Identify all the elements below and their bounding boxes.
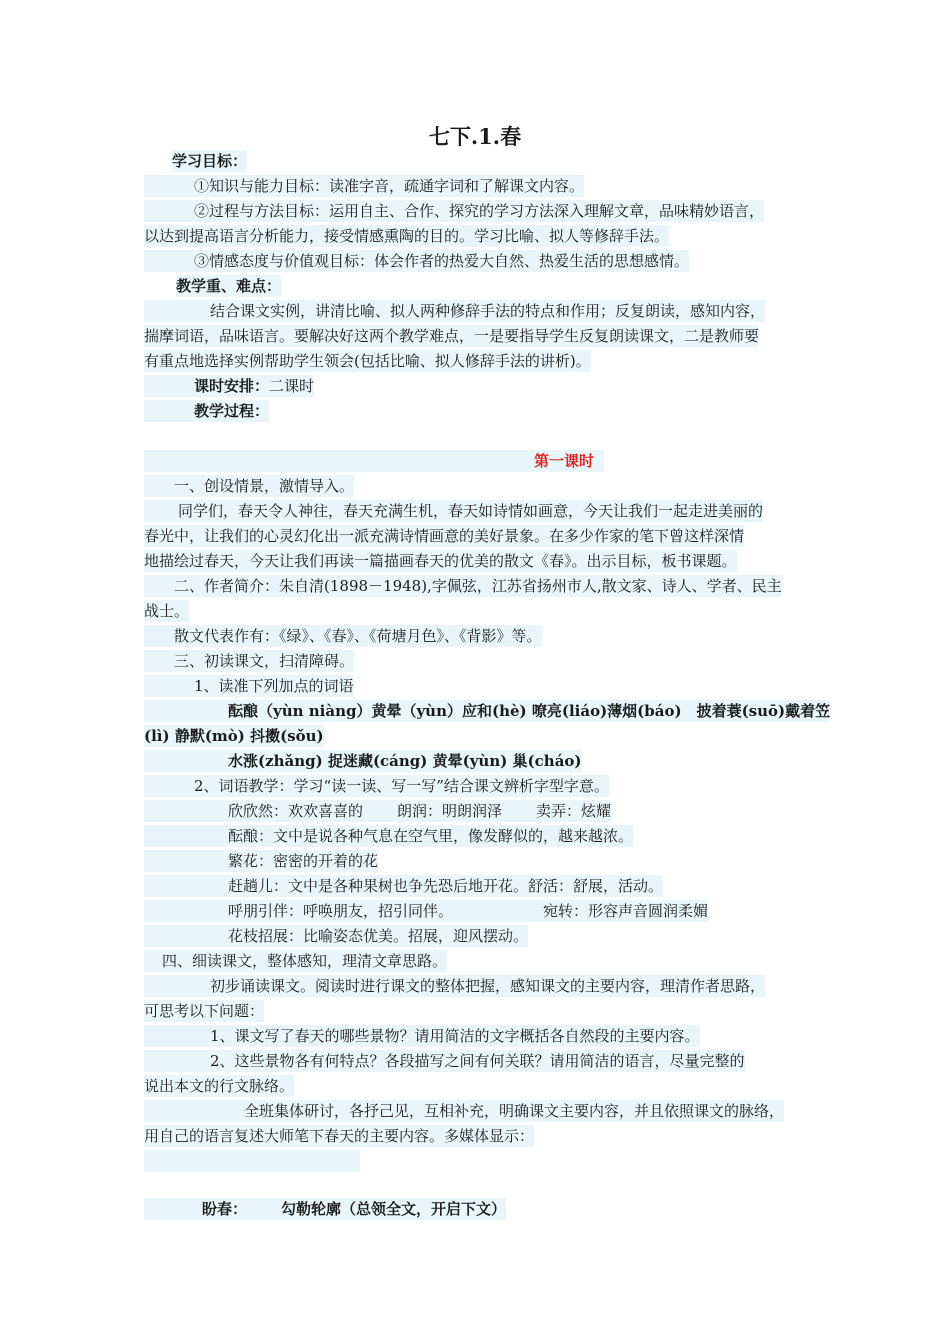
section1-line-2: 春光中，让我们的心灵幻化出一派充满诗情画意的美好景象。在多少作家的笔下曾这样深情 [144,527,745,545]
vocab-row-6: 花枝招展：比喻姿态优美。招展，迎风摆动。 [144,925,528,947]
outline-line [144,1198,506,1220]
question-2-line-2: 说出本文的行文脉络。 [144,1077,295,1095]
keypoints-heading: 教学重、难点： [176,277,282,295]
section4-intro-2: 可思考以下问题： [144,1002,265,1020]
vocab-row-5 [144,900,708,922]
lesson1-heading-bar [144,450,604,472]
words-line-1: 酝酿（yùn niàng）黄晕（yùn）应和(hè) 嘹亮(liáo)薄烟(báo) 披着蓑(suō)戴着笠 [144,700,830,722]
section1-line-3: 地描绘过春天，今天让我们再读一篇描画春天的优美的散文《春》。出示目标，板书课题。 [144,552,737,570]
vocab-langrun: 朗润：明朗润泽 [397,802,503,820]
vocab-mainong: 卖弄：炫耀 [536,802,612,820]
question-1: 1、课文写了春天的哪些景物？请用简洁的文字概括各自然段的主要内容。 [144,1025,700,1047]
words-line-3: 水涨(zhǎng) 捉迷藏(cáng) 黄晕(yùn) 巢(cháo) [144,750,582,772]
section3-heading: 三、初读课文，扫清障碍。 [144,650,354,672]
objective-2-line-1: ②过程与方法目标：运用自主、合作、探究的学习方法深入理解文章，品味精妙语言， [144,200,764,222]
objective-3: ③情感态度与价值观目标：体会作者的热爱大自然、热爱生活的思想感情。 [144,250,689,272]
blank-highlight [144,1150,360,1172]
schedule-line [144,375,314,397]
vocab-xinxinran: 欣欣然：欢欢喜喜的 [228,802,364,820]
objective-1: ①知识与能力目标：读准字音，疏通字词和了解课文内容。 [144,175,584,197]
keypoints-line-2: 揣摩词语，品味语言。要解决好这两个教学难点，一是要指导学生反复朗读课文，二是教师要 [144,327,760,345]
process-heading: 教学过程： [144,400,269,422]
vocab-wanzhuan: 宛转：形容声音圆润柔媚 [543,902,709,920]
vocab-row-3: 繁花：密密的开着的花 [144,850,378,872]
vocab-row-4: 赶趟儿：文中是各种果树也争先恐后地开花。舒活：舒展，活动。 [144,875,663,897]
schedule-value: 二课时 [269,377,315,395]
outline-value: 勾勒轮廓（总领全文，开启下文） [281,1200,507,1218]
words-line-2: (lì) 静默(mò) 抖擞(sǒu) [144,727,324,745]
objective-2-line-2: 以达到提高语言分析能力，接受情感熏陶的目的。学习比喻、拟人等修辞手法。 [144,227,670,245]
section1-line-1: 同学们，春天令人神往，春天充满生机，春天如诗情如画意，今天让我们一起走进美丽的 [144,500,763,522]
vocab-row-1 [144,800,611,822]
section2-works: 散文代表作有：《绿》、《春》、《荷塘月色》、《背影》等。 [144,625,542,647]
section2-line-1: 二、作者简介：朱自清(1898－1948),字佩弦，江苏省扬州市人,散文家、诗人、学者、民主 [144,575,782,597]
question-2-line-1: 2、这些景物各有何特点？各段描写之间有何关联？请用简洁的语言，尽量完整的 [144,1050,745,1072]
document-title: 七下.1.春 [428,124,522,149]
section2-line-2: 战士。 [144,602,190,620]
section1-heading: 一、创设情景，激情导入。 [144,475,354,497]
discussion-line-2: 用自己的语言复述大师笔下春天的主要内容。多媒体显示： [144,1127,535,1145]
schedule-label: 课时安排： [194,377,270,395]
vocab-row-2: 酝酿：文中是说各种气息在空气里，像发酵似的，越来越浓。 [144,825,633,847]
keypoints-line-1: 结合课文实例，讲清比喻、拟人两种修辞手法的特点和作用；反复朗读，感知内容， [144,300,765,322]
discussion-line-1: 全班集体研讨，各抒己见，互相补充，明确课文主要内容，并且依照课文的脉络， [144,1100,784,1122]
section4-intro-1: 初步诵读课文。阅读时进行课文的整体把握，感知课文的主要内容，理清作者思路， [144,975,765,997]
outline-label: 盼春： [202,1200,248,1218]
section3-sub1: 1、读准下列加点的词语 [144,675,354,697]
section3-sub2: 2、词语教学：学习“读一读、写一写”结合课文辨析字型字意。 [144,775,609,797]
keypoints-line-3: 有重点地选择实例帮助学生领会(包括比喻、拟人修辞手法的讲析)。 [144,352,591,370]
vocab-hupengyinban: 呼朋引伴：呼唤朋友，招引同伴。 [228,902,454,920]
objectives-heading: 学习目标： [172,152,248,170]
section4-heading: 四、细读课文，整体感知，理清文章思路。 [144,950,447,972]
lesson1-heading: 第一课时 [533,452,594,470]
